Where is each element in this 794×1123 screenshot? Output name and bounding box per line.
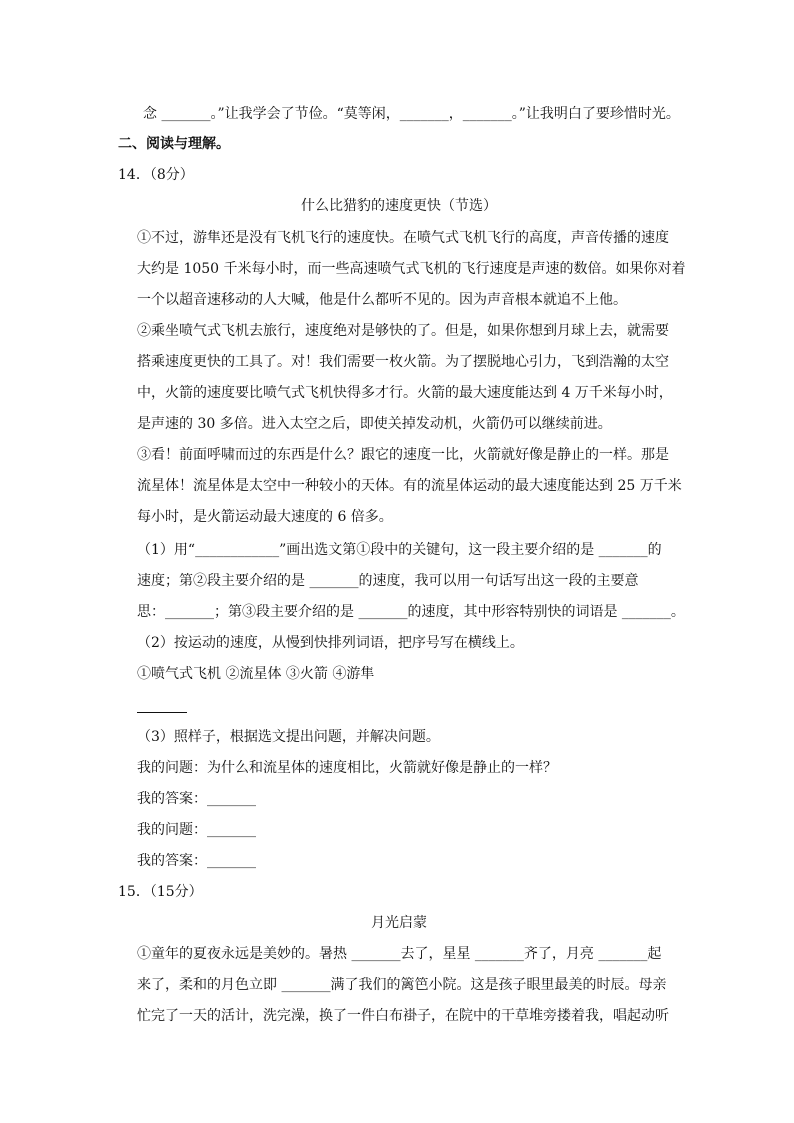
passage-line: 大约是 1050 千米每小时，而一些高速喷气式飞机的飞行速度是声速的数倍。如果你对着: [137, 261, 686, 277]
passage-line: 流星体！流星体是太空中一种较小的天体。有的流星体运动的最大速度能达到 25 万千米: [137, 478, 682, 494]
example-question: 我的问题：为什么和流星体的速度相比，火箭就好像是静止的一样？: [137, 760, 557, 776]
text-line: 念 _______。”让我学会了节俭。“莫等闲，_______，_______。”让我明白了要珍惜时光。: [143, 106, 680, 122]
section-heading: 二、阅读与理解。: [118, 136, 230, 152]
passage-line: 一个以超音速移动的人大喊，他是什么都听不见的。因为声音根本就追不上他。: [137, 292, 627, 308]
subquestion-line: （2）按运动的速度，从慢到快排列词语，把序号写在横线上。: [137, 635, 524, 651]
example-answer: 我的答案：_______: [137, 791, 256, 807]
passage-title: 什么比猎豹的速度更快（节选）: [301, 198, 497, 214]
options-line: ①喷气式飞机 ②流星体 ③火箭 ④游隼: [137, 666, 375, 682]
passage-line: ②乘坐喷气式飞机去旅行，速度绝对是够快的了。但是，如果你想到月球上去，就需要: [137, 323, 669, 339]
my-answer: 我的答案：_______: [137, 853, 256, 869]
passage-title: 月光启蒙: [371, 915, 427, 931]
my-question: 我的问题：_______: [137, 822, 256, 838]
subquestion-line: （3）照样子，根据选文提出问题，并解决问题。: [137, 729, 440, 745]
passage-line: ③看！前面呼啸而过的东西是什么？跟它的速度一比，火箭就好像是静止的一样。那是: [137, 447, 669, 463]
question-number: 14．（8分）: [118, 167, 194, 183]
answer-blank[interactable]: [137, 698, 187, 713]
question-number: 15．（15分）: [118, 884, 203, 900]
passage-line: 来了，柔和的月色立即 _______满了我们的篱笆小院。这是孩子眼里最美的时辰。母亲: [137, 977, 667, 993]
passage-line: ①童年的夏夜永远是美妙的。暑热 _______去了，星星 _______齐了，月亮 _______起: [137, 946, 662, 962]
subquestion-line: 思：_______；第③段主要介绍的是 _______的速度，其中形容特别快的词语是 _______。: [137, 604, 685, 620]
subquestion-line: （1）用“____________”画出选文第①段中的关键句，这一段主要介绍的是 _______的: [137, 542, 662, 558]
passage-line: 是声速的 30 多倍。进入太空之后，即使关掉发动机，火箭仍可以继续前进。: [137, 416, 612, 432]
passage-line: 忙完了一天的活计，洗完澡，换了一件白布褂子，在院中的干草堆旁搂着我，唱起动听: [137, 1008, 669, 1024]
passage-line: 每小时，是火箭运动最大速度的 6 倍多。: [137, 509, 393, 525]
passage-line: 中，火箭的速度要比喷气式飞机快得多才行。火箭的最大速度能达到 4 万千米每小时，: [137, 385, 673, 401]
passage-line: ①不过，游隼还是没有飞机飞行的速度快。在喷气式飞机飞行的高度，声音传播的速度: [137, 230, 669, 246]
subquestion-line: 速度；第②段主要介绍的是 _______的速度，我可以用一句话写出这一段的主要意: [137, 573, 639, 589]
passage-line: 搭乘速度更快的工具了。对！我们需要一枚火箭。为了摆脱地心引力，飞到浩瀚的太空: [137, 354, 669, 370]
